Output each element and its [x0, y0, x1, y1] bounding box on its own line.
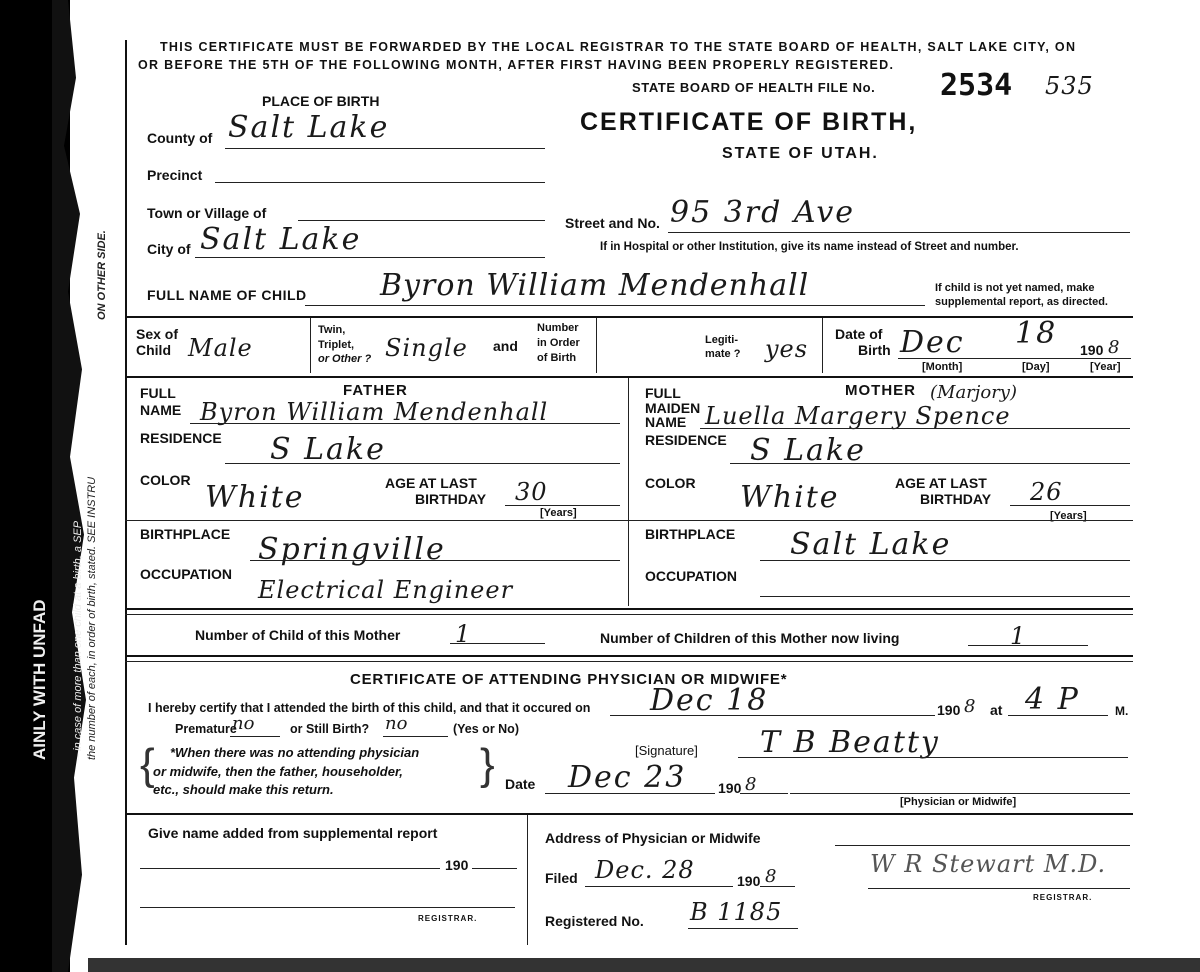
sex-label-1: Sex of — [136, 326, 179, 342]
father-birthplace-label: BIRTHPLACE — [140, 526, 231, 542]
father-color-label: COLOR — [140, 472, 191, 488]
father-residence-label: RESIDENCE — [140, 430, 222, 446]
date-year-underline — [740, 793, 788, 794]
county-underline — [225, 148, 545, 149]
physician-signature: T B Beatty — [760, 725, 940, 760]
children-living-underline — [968, 645, 1088, 646]
note-bracket-right: } — [480, 740, 495, 789]
father-name-label: NAME — [140, 402, 182, 418]
date-year-hand: 8 — [745, 774, 757, 795]
place-of-birth-heading: PLACE OF BIRTH — [262, 93, 380, 109]
physician-time-underline — [1008, 715, 1108, 716]
father-name-value: Byron William Mendenhall — [200, 398, 549, 426]
premature-label: Premature — [175, 722, 237, 736]
mother-residence-value: S Lake — [750, 433, 866, 468]
father-years-label: [Years] — [540, 507, 577, 519]
town-label: Town or Village of — [147, 205, 267, 221]
town-underline — [298, 220, 545, 221]
dob-underline — [898, 358, 1131, 359]
father-full-label: FULL — [140, 385, 176, 401]
sex-divider — [310, 318, 311, 373]
dob-year-print: 190 — [1080, 342, 1104, 358]
legit-label-1: Legiti- — [705, 334, 738, 346]
role-underline — [790, 793, 1130, 794]
father-heading: FATHER — [343, 382, 408, 399]
mother-color-label: COLOR — [645, 475, 696, 491]
premature-underline — [230, 736, 280, 737]
day-label: [Day] — [1022, 361, 1050, 373]
twin-value: Single — [385, 334, 468, 362]
supplemental-label: Give name added from supplemental report — [148, 825, 438, 841]
mother-occupation-underline — [760, 596, 1130, 597]
father-birthplace-value: Springville — [258, 532, 446, 567]
street-underline — [668, 232, 1130, 233]
registrar-signature: W R Stewart M.D. — [870, 850, 1107, 878]
title: CERTIFICATE OF BIRTH, — [580, 108, 918, 136]
note-bracket-left: { — [140, 740, 155, 789]
supplemental-line-2 — [472, 868, 517, 869]
dob-label-2: Birth — [858, 342, 891, 358]
twin-label-3: or Other ? — [318, 353, 372, 365]
supplemental-registrar: REGISTRAR. — [418, 914, 478, 923]
subtitle: STATE OF UTAH. — [722, 145, 879, 162]
physician-year-print: 190 — [937, 702, 961, 718]
signature-label: [Signature] — [635, 743, 698, 758]
paper-bottom-shadow — [88, 958, 1200, 972]
legit-divider — [822, 318, 823, 373]
registered-value: B 1185 — [690, 898, 783, 926]
mother-age-label-2: BIRTHDAY — [920, 491, 992, 507]
physician-birth-date-underline — [610, 715, 935, 716]
date-label: Date — [505, 776, 536, 792]
signature-underline — [738, 757, 1128, 758]
mother-age-value: 26 — [1030, 478, 1063, 506]
child-name-label: FULL NAME OF CHILD — [147, 287, 307, 303]
year-label: [Year] — [1090, 361, 1121, 373]
father-age-label-2: BIRTHDAY — [415, 491, 487, 507]
street-label: Street and No. — [565, 215, 660, 231]
certify-text: I hereby certify that I attended the birth of this child, and that it occured on — [148, 701, 591, 715]
order-label-1: Number — [537, 322, 579, 334]
margin-text-2: – in case of more than one child at a birth, a SEP — [72, 520, 84, 760]
filed-year-hand: 8 — [765, 866, 777, 887]
mother-full-label: FULL — [645, 385, 681, 401]
twin-label-1: Twin, — [318, 324, 346, 336]
child-name-note-2: supplemental report, as directed. — [935, 296, 1108, 308]
filed-underline — [585, 886, 733, 887]
father-residence-value: S Lake — [270, 432, 386, 467]
county-value: Salt Lake — [228, 110, 390, 145]
month-label: [Month] — [922, 361, 963, 373]
child-number-label: Number of Child of this Mother — [195, 627, 401, 643]
rule-above-physician-2 — [125, 661, 1133, 662]
sex-value: Male — [188, 334, 253, 362]
mother-color-value: White — [740, 480, 840, 515]
margin-text-3: the number of each, in order of birth, stated. SEE INSTRU — [86, 476, 98, 760]
child-number-underline — [450, 643, 545, 644]
dob-label-1: Date of — [835, 326, 883, 342]
mother-row-rule — [628, 520, 1133, 521]
physician-time: 4 P — [1025, 682, 1080, 717]
child-name-underline — [305, 305, 925, 306]
father-occupation-label: OCCUPATION — [140, 566, 233, 582]
father-age-value: 30 — [515, 478, 548, 506]
physician-birth-date: Dec 18 — [650, 683, 769, 718]
still-label: or Still Birth? — [290, 722, 370, 736]
supplemental-line-3 — [140, 907, 515, 908]
child-name-note-1: If child is not yet named, make — [935, 282, 1095, 294]
and-label: and — [493, 338, 518, 354]
street-value: 95 3rd Ave — [670, 195, 856, 230]
dob-day: 18 — [1015, 316, 1058, 351]
county-label: County of — [147, 130, 213, 146]
premature-value: no — [232, 713, 255, 734]
mother-birthplace-label: BIRTHPLACE — [645, 526, 736, 542]
mother-maiden-label: MAIDEN — [645, 400, 701, 416]
margin-text-4: ON OTHER SIDE. — [96, 230, 108, 320]
mother-name-insert: (Marjory) — [930, 382, 1018, 403]
mother-years-label: [Years] — [1050, 510, 1087, 522]
date-value: Dec 23 — [568, 760, 687, 795]
date-underline — [545, 793, 715, 794]
hospital-note: If in Hospital or other Institution, give its name instead of Street and number. — [600, 241, 1019, 253]
mother-name-underline — [700, 428, 1130, 429]
children-living-label: Number of Children of this Mother now living — [600, 630, 900, 646]
mother-birthplace-underline — [760, 560, 1130, 561]
dob-year-hand: 8 — [1108, 337, 1120, 358]
child-number-value: 1 — [455, 620, 472, 648]
physician-at-label: at — [990, 702, 1003, 718]
date-year-print: 190 — [718, 780, 742, 796]
note-line-2: or midwife, then the father, householder, — [153, 764, 403, 779]
father-name-underline — [190, 423, 620, 424]
registrar-signature-underline — [868, 888, 1130, 889]
mother-name-label: NAME — [645, 414, 687, 430]
legit-label-2: mate ? — [705, 348, 741, 360]
mother-age-label-1: AGE AT LAST — [895, 475, 987, 491]
still-underline — [383, 736, 448, 737]
mother-birthplace-value: Salt Lake — [790, 527, 952, 562]
twin-label-2: Triplet, — [318, 339, 355, 351]
supplemental-year: 190 — [445, 857, 469, 873]
rule-below-parents-2 — [125, 614, 1133, 615]
filed-year-underline — [760, 886, 795, 887]
father-residence-underline — [225, 463, 620, 464]
filed-label: Filed — [545, 870, 578, 886]
city-label: City of — [147, 241, 191, 257]
order-divider — [596, 318, 597, 373]
order-label-2: in Order — [537, 337, 580, 349]
father-color-value: White — [205, 480, 305, 515]
registered-underline — [688, 928, 798, 929]
filed-year-print: 190 — [737, 873, 761, 889]
physician-m-label: M. — [1115, 704, 1129, 718]
role-label: [Physician or Midwife] — [900, 796, 1017, 808]
registered-label: Registered No. — [545, 913, 644, 929]
supplemental-line-1 — [140, 868, 440, 869]
filing-registrar-label: REGISTRAR. — [1033, 893, 1093, 902]
note-line-1: *When there was no attending physician — [170, 745, 420, 760]
physician-year-hand: 8 — [964, 696, 976, 717]
precinct-label: Precinct — [147, 167, 203, 183]
note-line-3: etc., should make this return. — [153, 782, 334, 797]
rule-above-sex — [125, 316, 1133, 318]
city-value: Salt Lake — [200, 222, 362, 257]
rule-above-bottom — [125, 813, 1133, 815]
still-value: no — [385, 713, 408, 734]
father-age-label-1: AGE AT LAST — [385, 475, 477, 491]
child-name-value: Byron William Mendenhall — [380, 268, 810, 303]
mother-residence-underline — [730, 463, 1130, 464]
parents-divider — [628, 378, 629, 606]
file-no-hand: 535 — [1045, 72, 1094, 100]
file-no: 2534 — [940, 68, 1013, 103]
father-birthplace-underline — [250, 560, 620, 561]
city-underline — [195, 257, 545, 258]
rule-above-parents — [125, 376, 1133, 378]
order-label-3: of Birth — [537, 352, 577, 364]
mother-residence-label: RESIDENCE — [645, 432, 727, 448]
children-living-value: 1 — [1010, 622, 1027, 650]
physician-heading: CERTIFICATE OF ATTENDING PHYSICIAN OR MIDWIFE* — [350, 671, 788, 688]
bottom-divider — [527, 815, 528, 945]
mother-occupation-label: OCCUPATION — [645, 568, 738, 584]
mother-name-value: Luella Margery Spence — [705, 402, 1011, 430]
sex-label-2: Child — [136, 342, 171, 358]
address-label: Address of Physician or Midwife — [545, 830, 761, 846]
mother-age-underline — [1010, 505, 1130, 506]
mother-heading: MOTHER — [845, 382, 916, 399]
margin-text-1: AINLY WITH UNFAD — [30, 599, 49, 760]
father-occupation-value: Electrical Engineer — [258, 576, 514, 604]
file-no-label: STATE BOARD OF HEALTH FILE No. — [632, 80, 876, 95]
notice-line-2: OR BEFORE THE 5TH OF THE FOLLOWING MONTH, AFTER FIRST HAVING BEEN PROPERLY REGISTERED. — [138, 58, 895, 72]
father-age-underline — [505, 505, 620, 506]
rule-above-physician — [125, 655, 1133, 657]
rule-below-parents — [125, 608, 1133, 610]
father-row-rule — [125, 520, 628, 521]
precinct-underline — [215, 182, 545, 183]
legit-value: yes — [765, 335, 809, 363]
form-left-rule — [125, 40, 127, 945]
yes-no-label: (Yes or No) — [453, 722, 519, 736]
filed-value: Dec. 28 — [595, 856, 695, 884]
address-underline — [835, 845, 1130, 846]
dob-month: Dec — [900, 325, 965, 360]
notice-line-1: THIS CERTIFICATE MUST BE FORWARDED BY THE LOCAL REGISTRAR TO THE STATE BOARD OF HEALTH, SALT LAKE CITY, ON — [160, 40, 1077, 54]
